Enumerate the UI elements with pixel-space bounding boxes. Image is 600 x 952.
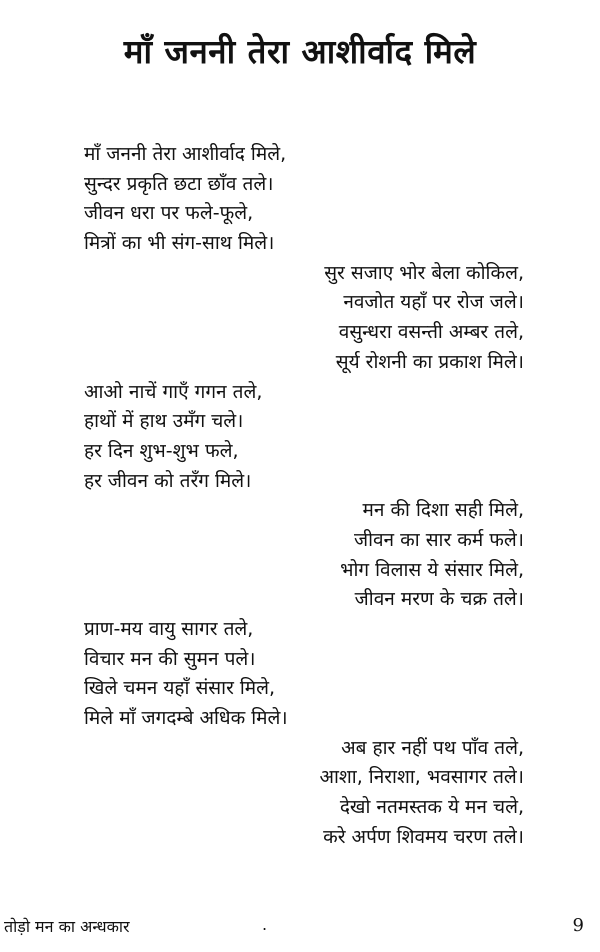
poem-line: भोग विलास ये संसार मिले, [340,558,524,581]
poem-line: सूर्य रोशनी का प्रकाश मिले। [335,350,524,373]
poem-body [0,140,600,853]
footer-book-title: तोड़ो मन का अन्धकार [4,917,130,936]
stanza-5 [0,615,600,734]
poem-line: जीवन का सार कर्म फले। [353,528,524,551]
poem-line: जीवन मरण के चक्र तले। [354,588,524,611]
poem-line: मिले माँ जगदम्बे अधिक मिले। [84,707,288,730]
poem-line: सुर सजाए भोर बेला कोकिल, [324,261,524,284]
poem-line: जीवन धरा पर फले-फूले, [84,202,254,225]
poem-line: सुन्दर प्रकृति छटा छाँव तले। [84,172,274,195]
poem-line: मित्रों का भी संग-साथ मिले। [84,232,275,255]
poem-line: आओ नाचें गाएँ गगन तले, [84,380,263,403]
poem-line: नवजोत यहाँ पर रोज जले। [343,291,524,314]
poem-line: करे अर्पण शिवमय चरण तले। [323,825,524,848]
poem-line: देखो नतमस्तक ये मन चले, [339,796,524,819]
page-number: 9 [572,915,584,936]
poem-line: हाथों में हाथ उमँग चले। [84,410,244,433]
stanza-1 [0,140,600,259]
stanza-2 [0,259,600,378]
poem-line: वसुन्धरा वसन्ती अम्बर तले, [338,321,524,344]
poem-line: खिले चमन यहाँ संसार मिले, [84,677,276,700]
poem-line: माँ जननी तेरा आशीर्वाद मिले, [84,143,287,165]
stanza-6 [0,734,600,853]
poem-line: आशा, निराशा, भवसागर तले। [319,766,524,789]
stanza-4 [0,496,600,615]
poem-line: हर दिन शुभ-शुभ फले, [84,439,239,462]
poem-line: हर जीवन को तरँग मिले। [84,469,252,492]
poem-line: मन की दिशा सही मिले, [362,499,524,522]
poem-line: प्राण-मय वायु सागर तले, [84,618,254,640]
page-title: माँ जननी तेरा आशीर्वाद मिले [123,32,477,71]
poem-line: अब हार नहीं पथ पाँव तले, [341,736,524,759]
footer-dot: . [262,915,268,934]
poem-line: विचार मन की सुमन पले। [84,647,256,670]
stanza-3 [0,378,600,497]
